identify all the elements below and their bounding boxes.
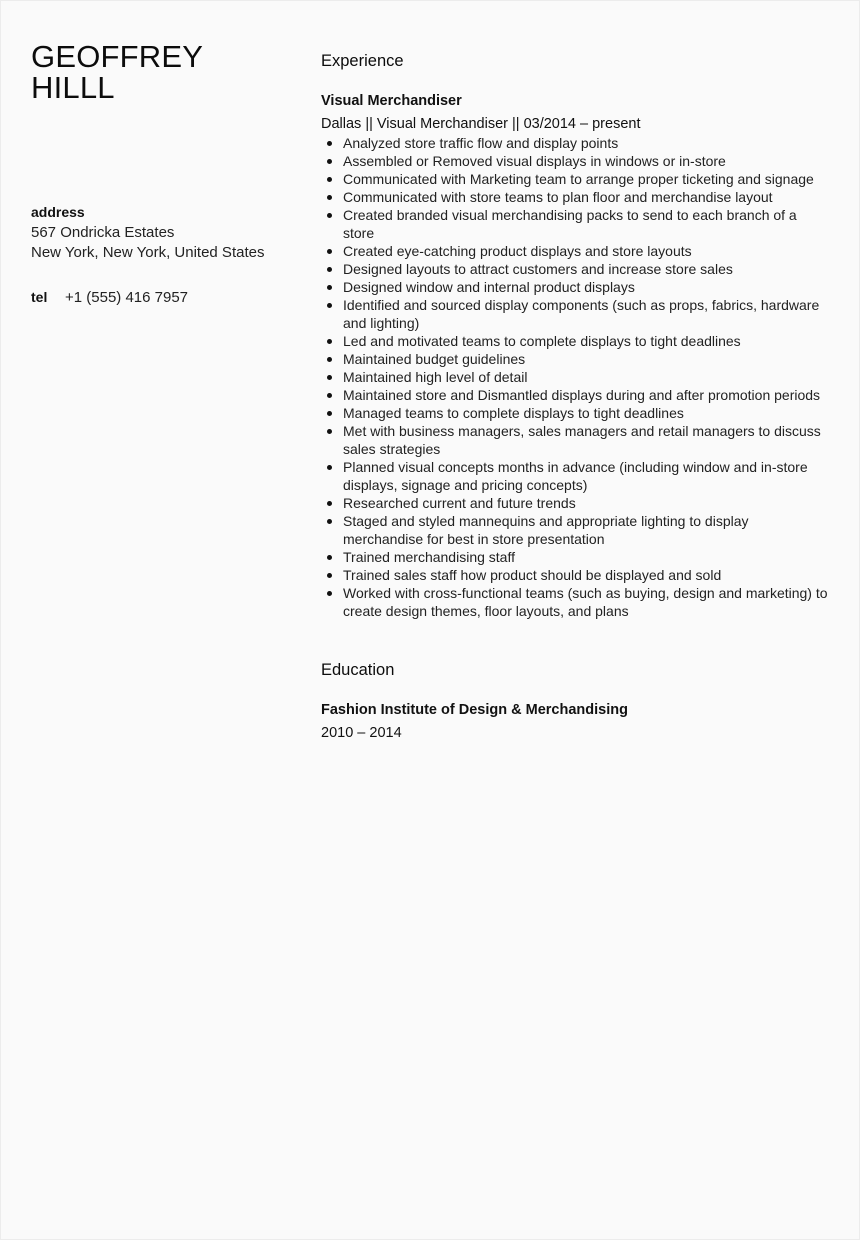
duty-text: Designed layouts to attract customers and increase store sales (343, 261, 733, 277)
education-heading: Education (321, 661, 395, 679)
bullet-icon (327, 429, 332, 434)
address-line-1: 567 Ondricka Estates (31, 224, 175, 241)
tel-label: tel (31, 289, 48, 305)
duty-item (321, 188, 831, 206)
main-column (321, 51, 831, 743)
duty-text: Analyzed store traffic flow and display points (343, 135, 619, 151)
duty-item (321, 548, 831, 566)
duty-text: Maintained budget guidelines (343, 351, 526, 367)
duty-text: Staged and styled mannequins and appropriate lighting to display merchandise for best in store presentation (343, 513, 749, 547)
bullet-icon (327, 285, 332, 290)
bullet-icon (327, 555, 332, 560)
duty-text: Maintained high level of detail (343, 369, 528, 385)
bullet-icon (327, 357, 332, 362)
duty-item (321, 404, 831, 422)
duty-item (321, 332, 831, 350)
duties-list (321, 134, 831, 620)
candidate-first-name: GEOFFREY (31, 39, 204, 74)
bullet-icon (327, 249, 332, 254)
bullet-icon (327, 465, 332, 470)
duty-item (321, 368, 831, 386)
duty-text: Assembled or Removed visual displays in windows or in-store (343, 153, 726, 169)
candidate-name (31, 41, 291, 103)
duty-text: Communicated with Marketing team to arrange proper ticketing and signage (343, 171, 814, 187)
duty-item (321, 170, 831, 188)
experience-heading: Experience (321, 52, 404, 70)
duty-text: Identified and sourced display components (such as props, fabrics, hardware and lighting) (343, 297, 820, 331)
duty-item (321, 566, 831, 584)
job-title: Visual Merchandiser (321, 93, 462, 109)
duty-text: Trained sales staff how product should be displayed and sold (343, 567, 722, 583)
duty-item (321, 242, 831, 260)
duty-item (321, 296, 831, 332)
address-block (31, 223, 264, 263)
education-school: Fashion Institute of Design & Merchandising (321, 702, 628, 718)
duty-text: Managed teams to complete displays to tight deadlines (343, 405, 684, 421)
address-label: address (31, 204, 85, 220)
duty-item (321, 494, 831, 512)
tel-value: +1 (555) 416 7957 (65, 289, 189, 306)
bullet-icon (327, 393, 332, 398)
bullet-icon (327, 177, 332, 182)
duty-item (321, 512, 831, 548)
duty-text: Designed window and internal product displays (343, 279, 635, 295)
bullet-icon (327, 141, 332, 146)
duty-text: Trained merchandising staff (343, 549, 515, 565)
job-meta: Dallas || Visual Merchandiser || 03/2014 – present (321, 116, 641, 132)
duty-item (321, 584, 831, 620)
duty-text: Worked with cross-functional teams (such as buying, design and marketing) to create design themes, floor layouts, and plans (343, 585, 828, 619)
bullet-icon (327, 375, 332, 380)
duty-item (321, 386, 831, 404)
duty-item (321, 350, 831, 368)
bullet-icon (327, 573, 332, 578)
bullet-icon (327, 411, 332, 416)
bullet-icon (327, 303, 332, 308)
duty-text: Created branded visual merchandising packs to send to each branch of a store (343, 207, 797, 241)
duty-text: Maintained store and Dismantled displays during and after promotion periods (343, 387, 821, 403)
bullet-icon (327, 159, 332, 164)
duty-item (321, 278, 831, 296)
duty-item (321, 134, 831, 152)
duty-text: Created eye-catching product displays and store layouts (343, 243, 692, 259)
duty-text: Met with business managers, sales managers and retail managers to discuss sales strategies (343, 423, 821, 457)
bullet-icon (327, 519, 332, 524)
address-line-2: New York, New York, United States (31, 244, 265, 261)
duty-item (321, 152, 831, 170)
duty-item (321, 260, 831, 278)
education-years: 2010 – 2014 (321, 725, 402, 741)
bullet-icon (327, 195, 332, 200)
bullet-icon (327, 213, 332, 218)
candidate-last-name: HILLL (31, 70, 115, 105)
duty-item (321, 206, 831, 242)
bullet-icon (327, 339, 332, 344)
duty-text: Communicated with store teams to plan floor and merchandise layout (343, 189, 773, 205)
duty-text: Planned visual concepts months in advance (including window and in-store displays, signage and pricing concepts) (343, 459, 808, 493)
duty-text: Researched current and future trends (343, 495, 576, 511)
duty-item (321, 422, 831, 458)
bullet-icon (327, 591, 332, 596)
duty-item (321, 458, 831, 494)
duty-text: Led and motivated teams to complete displays to tight deadlines (343, 333, 741, 349)
bullet-icon (327, 501, 332, 506)
bullet-icon (327, 267, 332, 272)
